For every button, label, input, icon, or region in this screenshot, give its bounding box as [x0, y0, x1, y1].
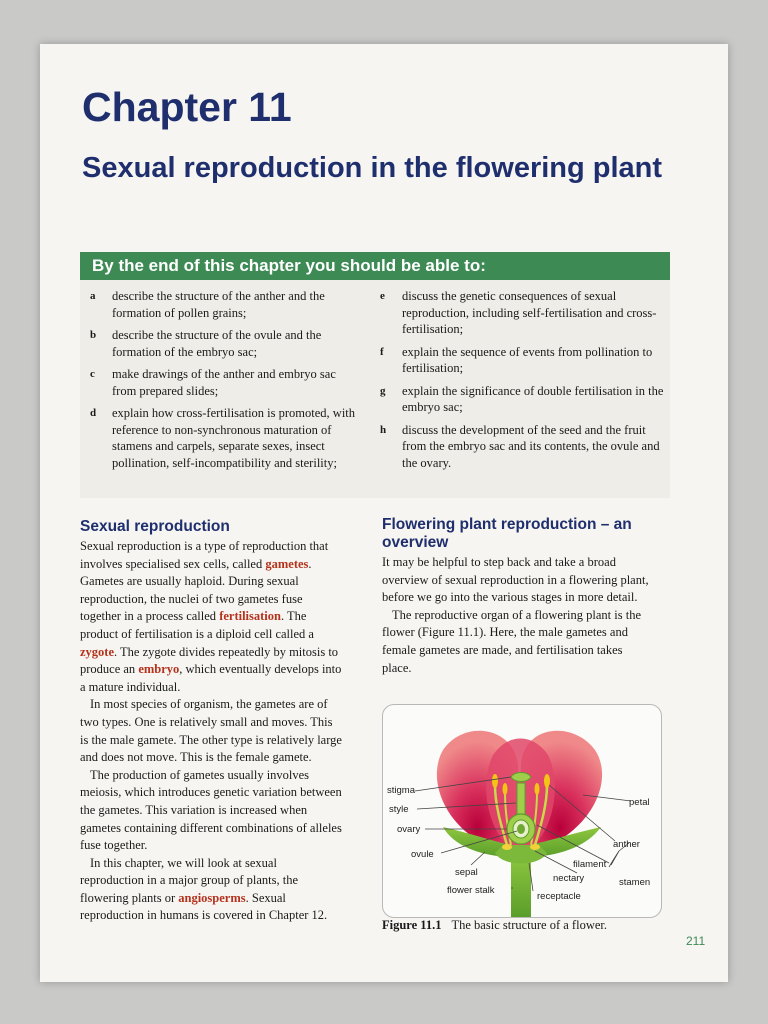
nectary-left	[502, 844, 512, 850]
sexual-reproduction-body	[80, 538, 342, 925]
text-run: . The zygote divides repeatedly by mitosis to produce an	[80, 644, 339, 677]
sexual-reproduction-p1	[80, 538, 342, 696]
objective-g: g explain the significance of double fertilisation in the embryo sac;	[380, 383, 664, 414]
objectives-right	[380, 288, 665, 477]
overview-p2: The reproductive organ of a flowering plant is the flower (Figure 11.1). Here, the male gametes and female gametes are made, and fertilisation takes place.	[382, 607, 641, 675]
label-anther: anther	[613, 839, 640, 850]
keyword: angiosperms	[178, 890, 246, 905]
keyword: zygote	[80, 644, 115, 659]
overview-heading: Flowering plant reproduction – an overview	[382, 516, 632, 551]
objective-c: c make drawings of the anther and embryo sac from prepared slides;	[90, 367, 336, 398]
label-flower-stalk: flower stalk	[447, 885, 495, 896]
figure-number: Figure 11.1	[382, 918, 442, 932]
label-sepal: sepal	[455, 867, 478, 878]
objective-f: f explain the sequence of events from pollination to fertilisation;	[380, 344, 653, 375]
keyword: fertilisation	[219, 609, 281, 624]
page-number: 211	[686, 934, 706, 948]
figure-caption	[382, 918, 607, 933]
chapter-title: Sexual reproduction in the flowering plant	[82, 152, 663, 184]
ovule	[517, 824, 525, 834]
text-run: . The product of fertilisation is a diploid cell called a	[80, 609, 314, 641]
anther-left2	[503, 783, 508, 795]
textbook-page	[40, 44, 728, 982]
text-run: In this chapter, we will look at sexual reproduction in a major group of plants, the flowering plants or	[80, 855, 298, 905]
text-run: . Gametes are usually haploid. During sexual reproduction, the nuclei of two gametes fuse together in a process called	[80, 556, 312, 624]
chapter-number: Chapter 11	[82, 84, 292, 130]
anther-left	[492, 774, 498, 788]
label-ovary: ovary	[397, 824, 421, 835]
anther-right	[544, 774, 550, 788]
objective-d: d explain how cross-fertilisation is promoted, with reference to non-synchronous maturation of stamens and carpels, separate sexes, insect pollination, self-incompatibility and sterility;	[90, 406, 356, 470]
sexual-reproduction-p4	[80, 855, 342, 925]
text-run: . Sexual reproduction in humans is covered in Chapter 12.	[80, 890, 328, 923]
flower-figure	[382, 704, 662, 918]
label-filament: filament	[573, 859, 607, 870]
sexual-reproduction-p2: In most species of organism, the gametes are of two types. One is relatively small and moves. This is the male gamete. The other type is relatively large and does not move. This is the female gamete.	[80, 697, 342, 765]
objective-a: a describe the structure of the anther and the formation of pollen grains;	[90, 289, 325, 320]
anther-right2	[535, 783, 540, 795]
objective-b: b describe the structure of the ovule and the formation of the embryo sac;	[90, 328, 322, 359]
objectives-left	[90, 288, 360, 477]
overview-p1: It may be helpful to step back and take a broad overview of sexual reproduction in a flowering plant, before we go into the various stages in more detail.	[382, 555, 649, 605]
overview-body	[382, 554, 652, 677]
stigma	[511, 773, 531, 782]
label-stigma: stigma	[387, 785, 415, 796]
sexual-reproduction-heading: Sexual reproduction	[80, 518, 230, 535]
nectary-right	[530, 844, 540, 850]
label-petal: petal	[629, 797, 650, 808]
text-run: , which eventually develops into a mature individual.	[80, 662, 342, 694]
label-receptacle: receptacle	[537, 891, 581, 902]
keyword: embryo	[138, 662, 180, 677]
sexual-reproduction-p3: The production of gametes usually involves meiosis, which introduces genetic variation between the gametes. This variation is increased when gametes containing different combinations of alleles fuse together.	[80, 767, 342, 853]
objective-e: e discuss the genetic consequences of sexual reproduction, including self-fertilisation and cross-fertilisation;	[380, 289, 657, 336]
flower-diagram	[383, 705, 661, 917]
figure-caption-text: The basic structure of a flower.	[451, 918, 607, 932]
keyword: gametes	[265, 556, 309, 571]
label-style: style	[389, 804, 409, 815]
objectives-heading: By the end of this chapter you should be able to:	[80, 252, 670, 280]
label-nectary: nectary	[553, 873, 585, 884]
flower-stalk	[511, 855, 531, 917]
objectives-box	[80, 280, 670, 498]
label-ovule: ovule	[411, 849, 434, 860]
text-run: Sexual reproduction is a type of reproduction that involves specialised sex cells, called	[80, 539, 329, 571]
label-stamen: stamen	[619, 877, 651, 888]
objective-h: h discuss the development of the seed and the fruit from the embryo sac and its contents, the ovule and the ovary.	[380, 422, 660, 470]
